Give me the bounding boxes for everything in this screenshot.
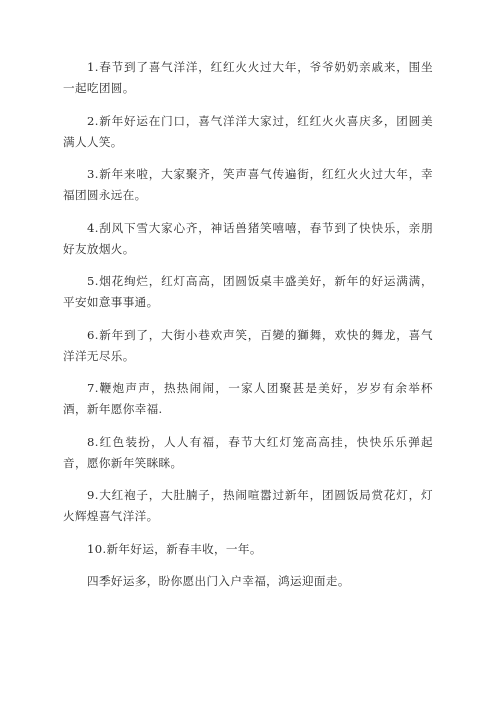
paragraph-6: 6.新年到了，大街小巷欢声笑，百變的獅舞，欢快的舞龙，喜气洋洋无尽乐。 xyxy=(63,327,433,363)
paragraph-10: 10.新年好运，新春丰收，一年。 xyxy=(87,541,262,556)
paragraph-7: 7.鞭炮声声，热热闹闹，一家人团聚甚是美好，岁岁有余举杯酒，新年愿你幸福. xyxy=(63,381,433,416)
paragraph-1: 1.春节到了喜气洋洋，红红火火过大年，爷爷奶奶亲戚来，围坐一起吃团圆。 xyxy=(63,60,433,95)
paragraph-8: 8.红色装扮，人人有福，春节大红灯笼高高挂，快快乐乐弹起音，愿你新年笑眯眯。 xyxy=(63,434,433,470)
paragraph-9: 9.大红袍子，大肚腩子，热闹喧嚣过新年，团圆饭局赏花灯，灯火辉煌喜气洋洋。 xyxy=(63,488,433,523)
paragraph-5: 5.烟花绚烂，红灯高高，团圆饭桌丰盛美好，新年的好运满满，平安如意事事通。 xyxy=(63,274,433,309)
paragraph-4: 4.刮风下雪大家心齐，神话兽猪笑嘻嘻，春节到了快快乐，亲朋好友放烟火。 xyxy=(63,220,433,256)
paragraph-2: 2.新年好运在门口，喜气洋洋大家过，红红火火喜庆多，团圆美满人人笑。 xyxy=(63,113,433,149)
paragraph-3: 3.新年来啦，大家聚齐，笑声喜气传遍街，红红火火过大年，幸福团圆永远在。 xyxy=(63,167,433,202)
paragraph-11: 四季好运多，盼你愿出门入户幸福，鸿运迎面走。 xyxy=(87,574,350,588)
